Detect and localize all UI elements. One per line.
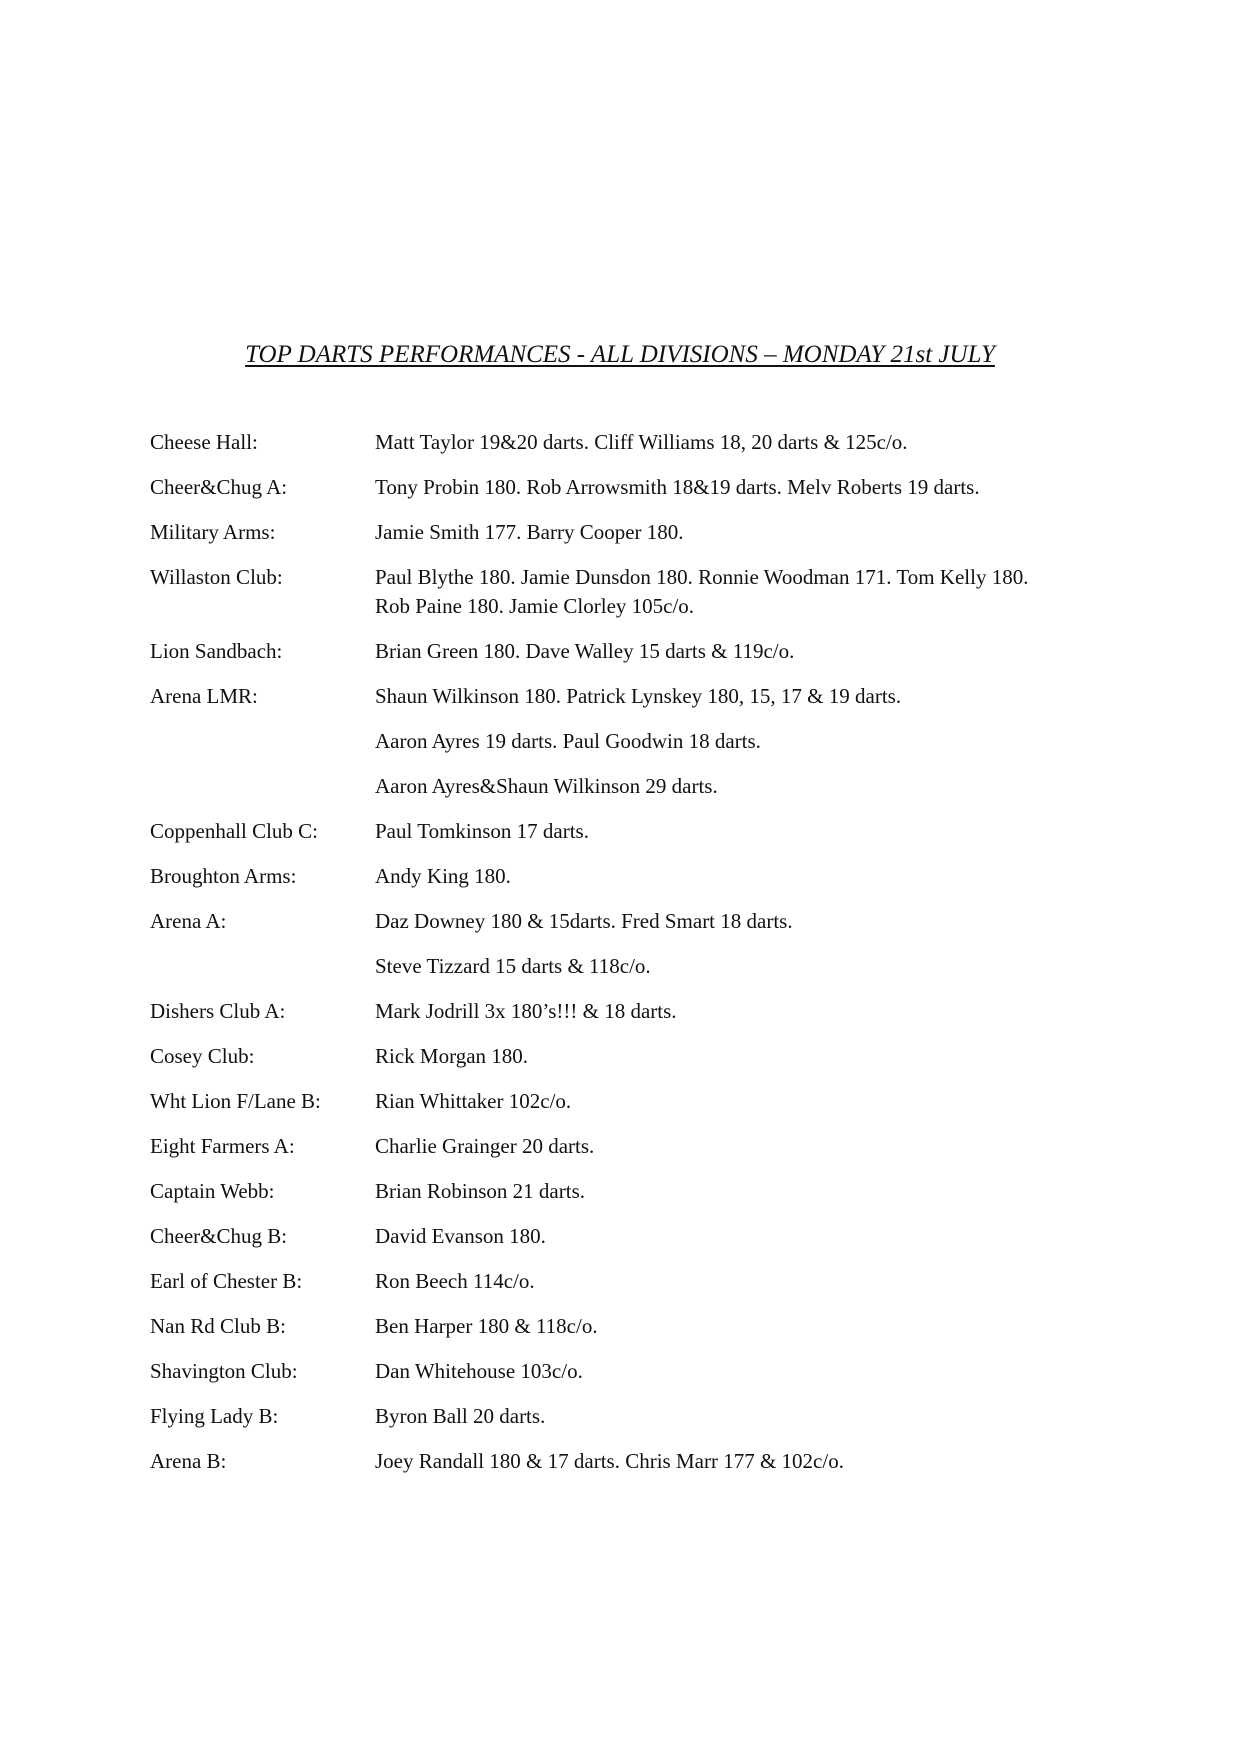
performance-text <box>375 862 1190 907</box>
result-row <box>150 1357 1190 1402</box>
performance-line: Aaron Ayres&Shaun Wilkinson 29 darts. <box>375 774 718 798</box>
result-row <box>150 1267 1190 1312</box>
performance-line: Rian Whittaker 102c/o. <box>375 1089 572 1113</box>
performance-line: Joey Randall 180 & 17 darts. Chris Marr 177 & 102c/o. <box>375 1449 844 1473</box>
result-row <box>150 637 1190 682</box>
performance-text <box>375 1177 1190 1222</box>
team-name: Eight Farmers A: <box>150 1134 295 1158</box>
team-name: Willaston Club: <box>150 565 283 589</box>
performance-text <box>375 1132 1190 1177</box>
performance-text <box>375 518 1190 563</box>
result-row <box>150 772 1190 817</box>
performance-text <box>375 1042 1190 1087</box>
performance-line: Steve Tizzard 15 darts & 118c/o. <box>375 954 651 978</box>
performance-text <box>375 952 1190 997</box>
performance-text <box>375 1447 1190 1492</box>
performance-text <box>375 1267 1190 1312</box>
performance-text <box>375 997 1190 1042</box>
performance-line: David Evanson 180. <box>375 1224 546 1248</box>
performance-line: Tony Probin 180. Rob Arrowsmith 18&19 darts. Melv Roberts 19 darts. <box>375 475 980 499</box>
performance-text <box>375 907 1190 952</box>
result-row <box>150 907 1190 952</box>
result-row <box>150 1402 1190 1447</box>
result-row <box>150 997 1190 1042</box>
performance-line: Mark Jodrill 3x 180’s!!! & 18 darts. <box>375 999 677 1023</box>
performance-line: Rick Morgan 180. <box>375 1044 529 1068</box>
performance-line: Shaun Wilkinson 180. Patrick Lynskey 180, 15, 17 & 19 darts. <box>375 684 902 708</box>
team-name: Earl of Chester B: <box>150 1269 303 1293</box>
team-name: Cheese Hall: <box>150 430 258 454</box>
team-name: Cheer&Chug B: <box>150 1224 288 1248</box>
performance-text <box>375 473 1190 518</box>
performance-text <box>375 563 1190 637</box>
performance-line: Ron Beech 114c/o. <box>375 1269 535 1293</box>
team-name: Arena A: <box>150 909 227 933</box>
performance-line: Andy King 180. <box>375 864 511 888</box>
performance-line: Aaron Ayres 19 darts. Paul Goodwin 18 darts. <box>375 729 761 753</box>
performance-text <box>375 772 1190 817</box>
result-row <box>150 817 1190 862</box>
result-row <box>150 473 1190 518</box>
performance-text <box>375 817 1190 862</box>
performance-line: Dan Whitehouse 103c/o. <box>375 1359 583 1383</box>
team-name: Cheer&Chug A: <box>150 475 288 499</box>
team-name: Flying Lady B: <box>150 1404 279 1428</box>
performance-line: Charlie Grainger 20 darts. <box>375 1134 595 1158</box>
results-list <box>150 428 1190 1492</box>
performance-text <box>375 428 1190 473</box>
performance-text <box>375 682 1190 727</box>
result-row <box>150 518 1190 563</box>
performance-line: Paul Tomkinson 17 darts. <box>375 819 589 843</box>
team-name: Arena B: <box>150 1449 227 1473</box>
performance-text <box>375 1357 1190 1402</box>
performance-text <box>375 1222 1190 1267</box>
performance-line: Matt Taylor 19&20 darts. Cliff Williams 18, 20 darts & 125c/o. <box>375 430 908 454</box>
result-row <box>150 682 1190 727</box>
performance-line: Brian Robinson 21 darts. <box>375 1179 585 1203</box>
result-row <box>150 1132 1190 1177</box>
result-row <box>150 1177 1190 1222</box>
performance-text <box>375 727 1190 772</box>
team-name: Cosey Club: <box>150 1044 255 1068</box>
performance-line: Daz Downey 180 & 15darts. Fred Smart 18 darts. <box>375 909 793 933</box>
result-row <box>150 428 1190 473</box>
result-row <box>150 1222 1190 1267</box>
result-row <box>150 727 1190 772</box>
performance-line: Jamie Smith 177. Barry Cooper 180. <box>375 520 684 544</box>
page-title: TOP DARTS PERFORMANCES - ALL DIVISIONS – MONDAY 21st JULY <box>245 341 995 368</box>
result-row <box>150 1312 1190 1357</box>
result-row <box>150 862 1190 907</box>
team-name: Captain Webb: <box>150 1179 275 1203</box>
performance-text <box>375 637 1190 682</box>
team-name: Broughton Arms: <box>150 864 297 888</box>
performance-line: Rob Paine 180. Jamie Clorley 105c/o. <box>375 594 695 618</box>
team-name: Wht Lion F/Lane B: <box>150 1089 321 1113</box>
team-name: Shavington Club: <box>150 1359 298 1383</box>
team-name: Arena LMR: <box>150 684 258 708</box>
team-name: Military Arms: <box>150 520 276 544</box>
team-name: Lion Sandbach: <box>150 639 283 663</box>
performance-text <box>375 1312 1190 1357</box>
result-row <box>150 1087 1190 1132</box>
result-row <box>150 1447 1190 1492</box>
team-name: Dishers Club A: <box>150 999 286 1023</box>
performance-text <box>375 1402 1190 1447</box>
result-row <box>150 563 1190 637</box>
performance-line: Paul Blythe 180. Jamie Dunsdon 180. Ronnie Woodman 171. Tom Kelly 180. <box>375 565 1029 589</box>
performance-line: Byron Ball 20 darts. <box>375 1404 546 1428</box>
performance-line: Ben Harper 180 & 118c/o. <box>375 1314 598 1338</box>
result-row <box>150 952 1190 997</box>
performance-text <box>375 1087 1190 1132</box>
team-name: Nan Rd Club B: <box>150 1314 286 1338</box>
performance-line: Brian Green 180. Dave Walley 15 darts & 119c/o. <box>375 639 795 663</box>
team-name: Coppenhall Club C: <box>150 819 318 843</box>
result-row <box>150 1042 1190 1087</box>
